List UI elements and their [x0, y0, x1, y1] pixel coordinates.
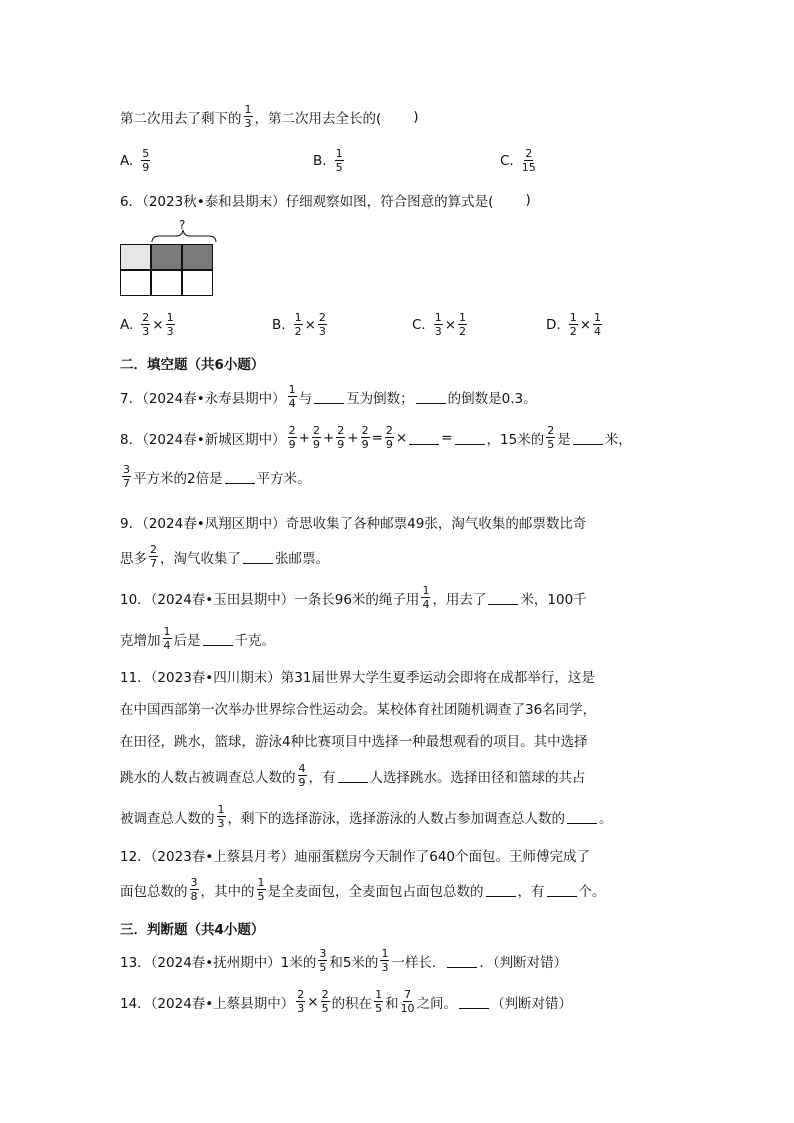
- answer-blank[interactable]: [486, 882, 516, 897]
- q11-line: 11．（2023春•四川期末）第31届世界大学生夏季运动会即将在成都举行，这是: [120, 670, 595, 686]
- answer-blank[interactable]: [243, 549, 273, 564]
- q12-line: 12．（2023春•上蔡县月考）迪丽蛋糕房今天制作了640个面包。王师傅完成了: [120, 849, 591, 865]
- q10-line2: 克增加 $\frac{1}{4}$ 后是 千克。: [120, 625, 275, 652]
- grid-cell: [120, 244, 151, 270]
- q9-line: 9．（2024春•凤翔区期中）奇思收集了各种邮票49张，淘气收集的邮票数比奇: [120, 516, 587, 532]
- q6-line: 6．（2023秋•泰和县期末）仔细观察如图，符合图意的算式是( ): [120, 192, 531, 210]
- question-mark: ?: [179, 218, 186, 232]
- answer-blank[interactable]: [459, 994, 489, 1009]
- grid-cell: [151, 270, 182, 296]
- answer-blank[interactable]: [573, 430, 603, 445]
- q5-text: 第二次用去了剩下的: [120, 110, 242, 127]
- q11-line: 在田径，跳水，篮球，游泳4种比赛项目中选择一种最想观看的项目。其中选择: [120, 734, 588, 750]
- answer-blank[interactable]: [416, 389, 446, 404]
- option-a[interactable]: A. $\frac{5}{9}$: [120, 147, 150, 174]
- answer-blank[interactable]: [547, 882, 577, 897]
- q5-text: ，第二次用去全长的(: [254, 110, 382, 127]
- option-c[interactable]: C. $\frac{2}{15}$: [500, 147, 536, 174]
- q7-line: 7．（2024春•永寿县期中） $\frac{1}{4}$ 与 互为倒数； 的倒数是0.3。: [120, 383, 537, 410]
- answer-blank[interactable]: [447, 953, 477, 968]
- answer-blank[interactable]: [203, 631, 233, 646]
- q11-line: 在中国西部第一次举办世界综合性运动会。某校体育社团随机调查了36名同学，: [120, 702, 597, 718]
- q9-line2: 思多 $\frac{2}{7}$ ，淘气收集了 张邮票。: [120, 543, 329, 570]
- answer-blank[interactable]: [455, 430, 485, 445]
- section-heading: 二．填空题（共6小题）: [120, 357, 265, 373]
- option-d[interactable]: D. $\frac{1}{2}$ × $\frac{1}{4}$: [546, 311, 601, 338]
- q8-line: 8．（2024春•新城区期中） $\frac{2}{9}$ + $\frac{2}{9}$ + $\frac{2}{9}$ + $\frac{2}{9}$ = $\frac{2}{9}$ × = ，15米的 $\frac{2}{5}$ 是 米，: [120, 424, 632, 451]
- answer-blank[interactable]: [567, 809, 597, 824]
- fraction: $\frac{1}{3}$: [244, 103, 252, 130]
- grid-cell: [151, 244, 182, 270]
- grid-cell: [120, 270, 151, 296]
- q13-line: 13．（2024春•抚州期中）1米的 $\frac{3}{5}$ 和5米的 $\frac{1}{3}$ 一样长． ．（判断对错）: [120, 947, 568, 974]
- option-a[interactable]: A. $\frac{2}{3}$ × $\frac{1}{3}$: [120, 311, 174, 338]
- option-c[interactable]: C. $\frac{1}{3}$ × $\frac{1}{2}$: [412, 311, 467, 338]
- option-b[interactable]: B. $\frac{1}{5}$: [313, 147, 343, 174]
- answer-blank[interactable]: [488, 590, 518, 605]
- q11-line: 被调查总人数的 $\frac{1}{3}$ ，剩下的选择游泳，选择游泳的人数占参加调查总人数的 。: [120, 803, 613, 830]
- answer-blank[interactable]: [314, 389, 344, 404]
- q14-line: 14．（2024春•上蔡县期中） $\frac{2}{3}$ × $\frac{2}{5}$ 的积在 $\frac{1}{5}$ 和 $\frac{7}{10}$ 之间。 （判断对错）: [120, 988, 573, 1015]
- answer-blank[interactable]: [338, 768, 368, 783]
- option-b[interactable]: B. $\frac{1}{2}$ × $\frac{2}{3}$: [272, 311, 326, 338]
- section-heading: 三．判断题（共4小题）: [120, 922, 265, 938]
- q10-line: 10．（2024春•玉田县期中）一条长96米的绳子用 $\frac{1}{4}$ ，用去了 米，100千: [120, 584, 587, 611]
- q12-line2: 面包总数的 $\frac{3}{8}$ ，其中的 $\frac{1}{5}$ 是全麦面包，全麦面包占面包总数的 ，有 个。: [120, 876, 606, 903]
- q11-line: 跳水的人数占被调查总人数的 $\frac{4}{9}$ ，有 人选择跳水。选择田径和篮球的共占: [120, 762, 586, 789]
- answer-blank[interactable]: [409, 430, 439, 445]
- q5-line: 第二次用去了剩下的 $\frac{1}{3}$ ，第二次用去全长的( ): [120, 103, 419, 130]
- answer-blank[interactable]: [225, 469, 255, 484]
- grid-cell: [182, 244, 213, 270]
- grid-cell: [182, 270, 213, 296]
- q8-line2: $\frac{3}{7}$ 平方米的2倍是 平方米。: [123, 463, 311, 490]
